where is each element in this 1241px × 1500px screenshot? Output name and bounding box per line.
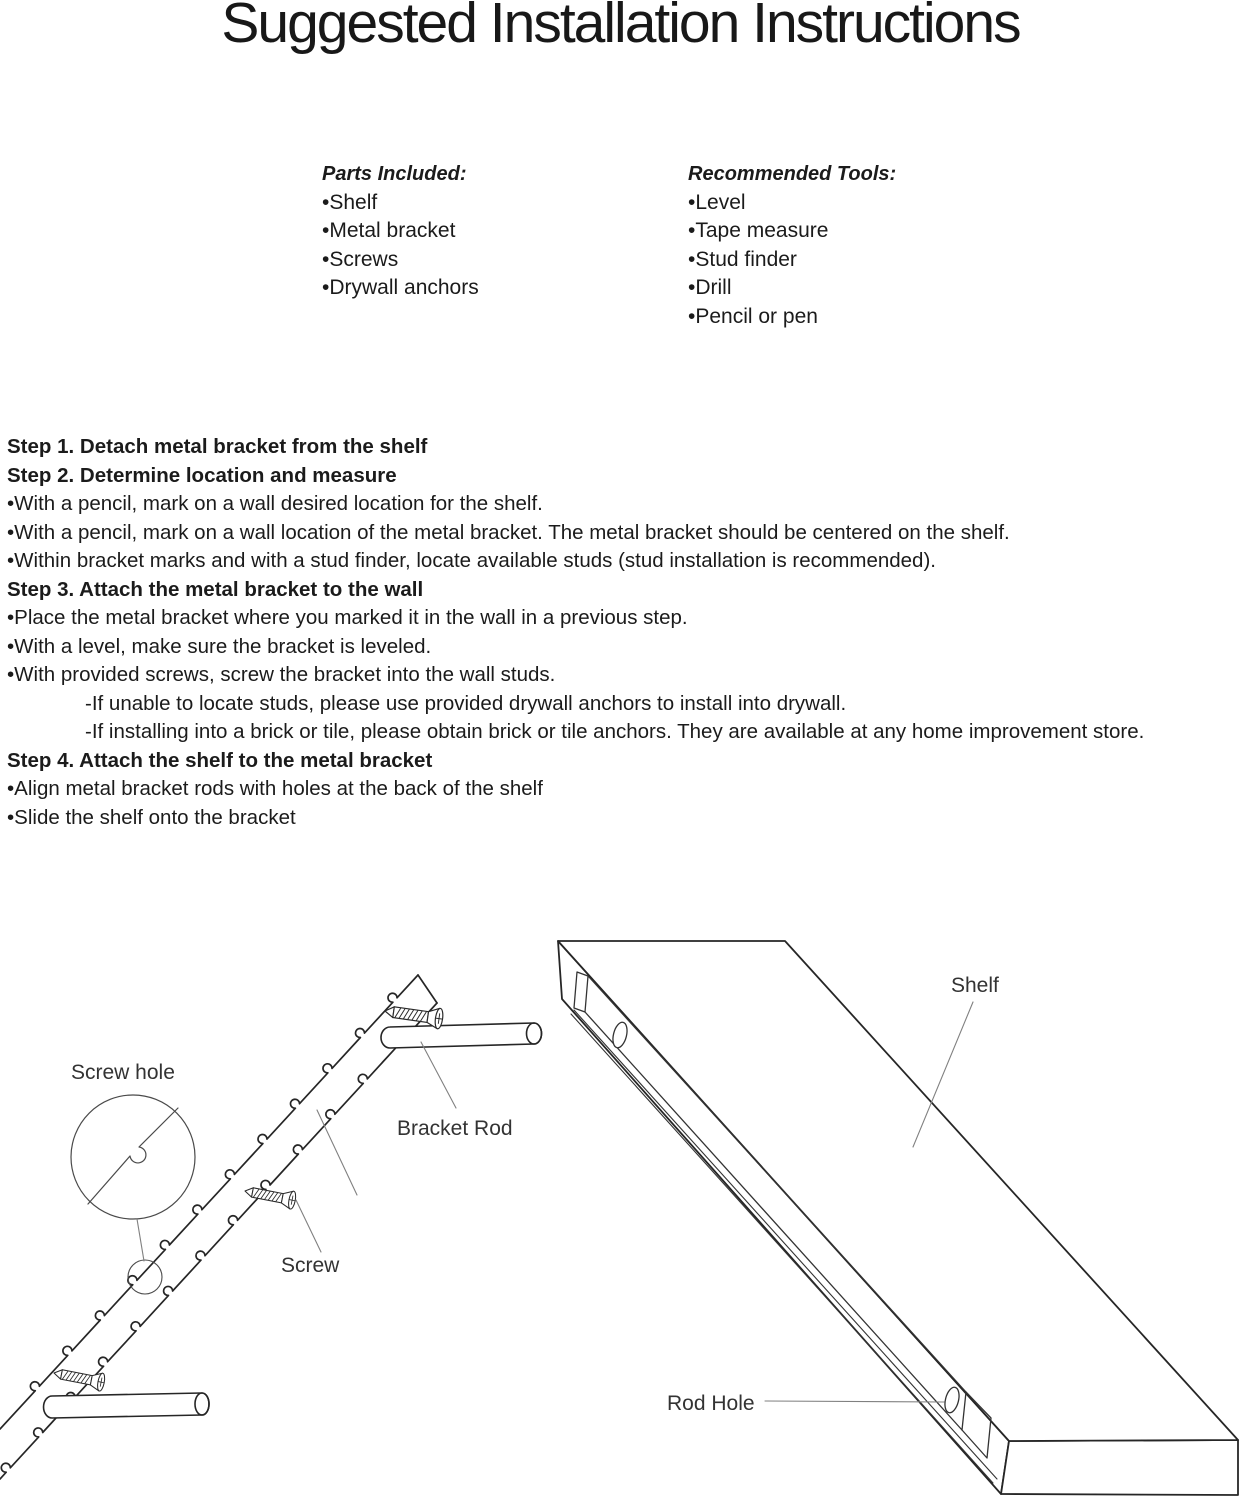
screw-label: Screw	[281, 1254, 340, 1277]
list-item: •Shelf	[322, 190, 378, 214]
bracket-upper-edge	[0, 975, 418, 1429]
parts-heading: Parts Included:	[322, 163, 467, 185]
shelf-front-face	[1001, 1440, 1238, 1495]
step-2-bullet: •With a pencil, mark on a wall location of the metal bracket. The metal bracket should be centered on the shelf.	[7, 520, 1010, 544]
screw-bottom	[52, 1364, 106, 1391]
magnifier-circle	[71, 1095, 195, 1219]
list-item: •Pencil or pen	[688, 304, 818, 328]
page-title: Suggested Installation Instructions	[221, 0, 1020, 55]
list-item: •Drill	[688, 276, 732, 299]
screw-hole-callout	[71, 1095, 195, 1294]
step-2-bullet: •Within bracket marks and with a stud finder, locate available studs (stud installation is recommended).	[7, 549, 936, 572]
step-3-bullet: •With a level, make sure the bracket is leveled.	[7, 634, 432, 658]
list-item: •Drywall anchors	[322, 276, 479, 299]
bracket-top-cut	[418, 975, 437, 1003]
bracket-rod-leader	[421, 1042, 456, 1108]
step-3-bullet: •With provided screws, screw the bracket into the wall studs.	[7, 663, 556, 686]
step-1-heading: Step 1. Detach metal bracket from the shelf	[7, 435, 428, 458]
bracket-rod-top	[381, 1023, 542, 1048]
shelf	[558, 941, 1238, 1495]
step-4-bullet: •Align metal bracket rods with holes at the back of the shelf	[7, 777, 543, 800]
step-3-subnote: -If unable to locate studs, please use provided drywall anchors to install into drywall.	[85, 691, 847, 715]
list-item: •Level	[688, 190, 746, 214]
bracket-rod-label: Bracket Rod	[397, 1117, 513, 1140]
step-3-heading: Step 3. Attach the metal bracket to the wall	[7, 577, 424, 601]
magnified-keyhole	[88, 1108, 178, 1204]
step-3-bullet: •Place the metal bracket where you marked it in the wall in a previous step.	[7, 606, 688, 629]
tools-heading: Recommended Tools:	[688, 163, 897, 185]
step-2-heading: Step 2. Determine location and measure	[7, 463, 397, 487]
screw-leader	[296, 1200, 321, 1252]
list-item: •Screws	[322, 247, 399, 271]
bracket-pointer-line	[317, 1110, 357, 1195]
shelf-label: Shelf	[951, 974, 999, 997]
screw-hole-leader	[137, 1219, 144, 1261]
rod-hole-leader	[765, 1401, 944, 1402]
bracket-rod-bottom	[44, 1393, 209, 1418]
step-3-subnote: -If installing into a brick or tile, please obtain brick or tile anchors. They are available at any home improvement store.	[85, 720, 1145, 743]
step-4-heading: Step 4. Attach the shelf to the metal bracket	[7, 748, 433, 772]
list-item: •Tape measure	[688, 219, 829, 242]
screw-hole-label: Screw hole	[71, 1061, 175, 1084]
highlight-circle	[128, 1260, 162, 1294]
list-item: •Metal bracket	[322, 219, 456, 242]
step-2-bullet: •With a pencil, mark on a wall desired location for the shelf.	[7, 492, 543, 515]
list-item: •Stud finder	[688, 247, 797, 271]
rod-hole-label: Rod Hole	[667, 1392, 755, 1415]
step-4-bullet: •Slide the shelf onto the bracket	[7, 805, 296, 829]
